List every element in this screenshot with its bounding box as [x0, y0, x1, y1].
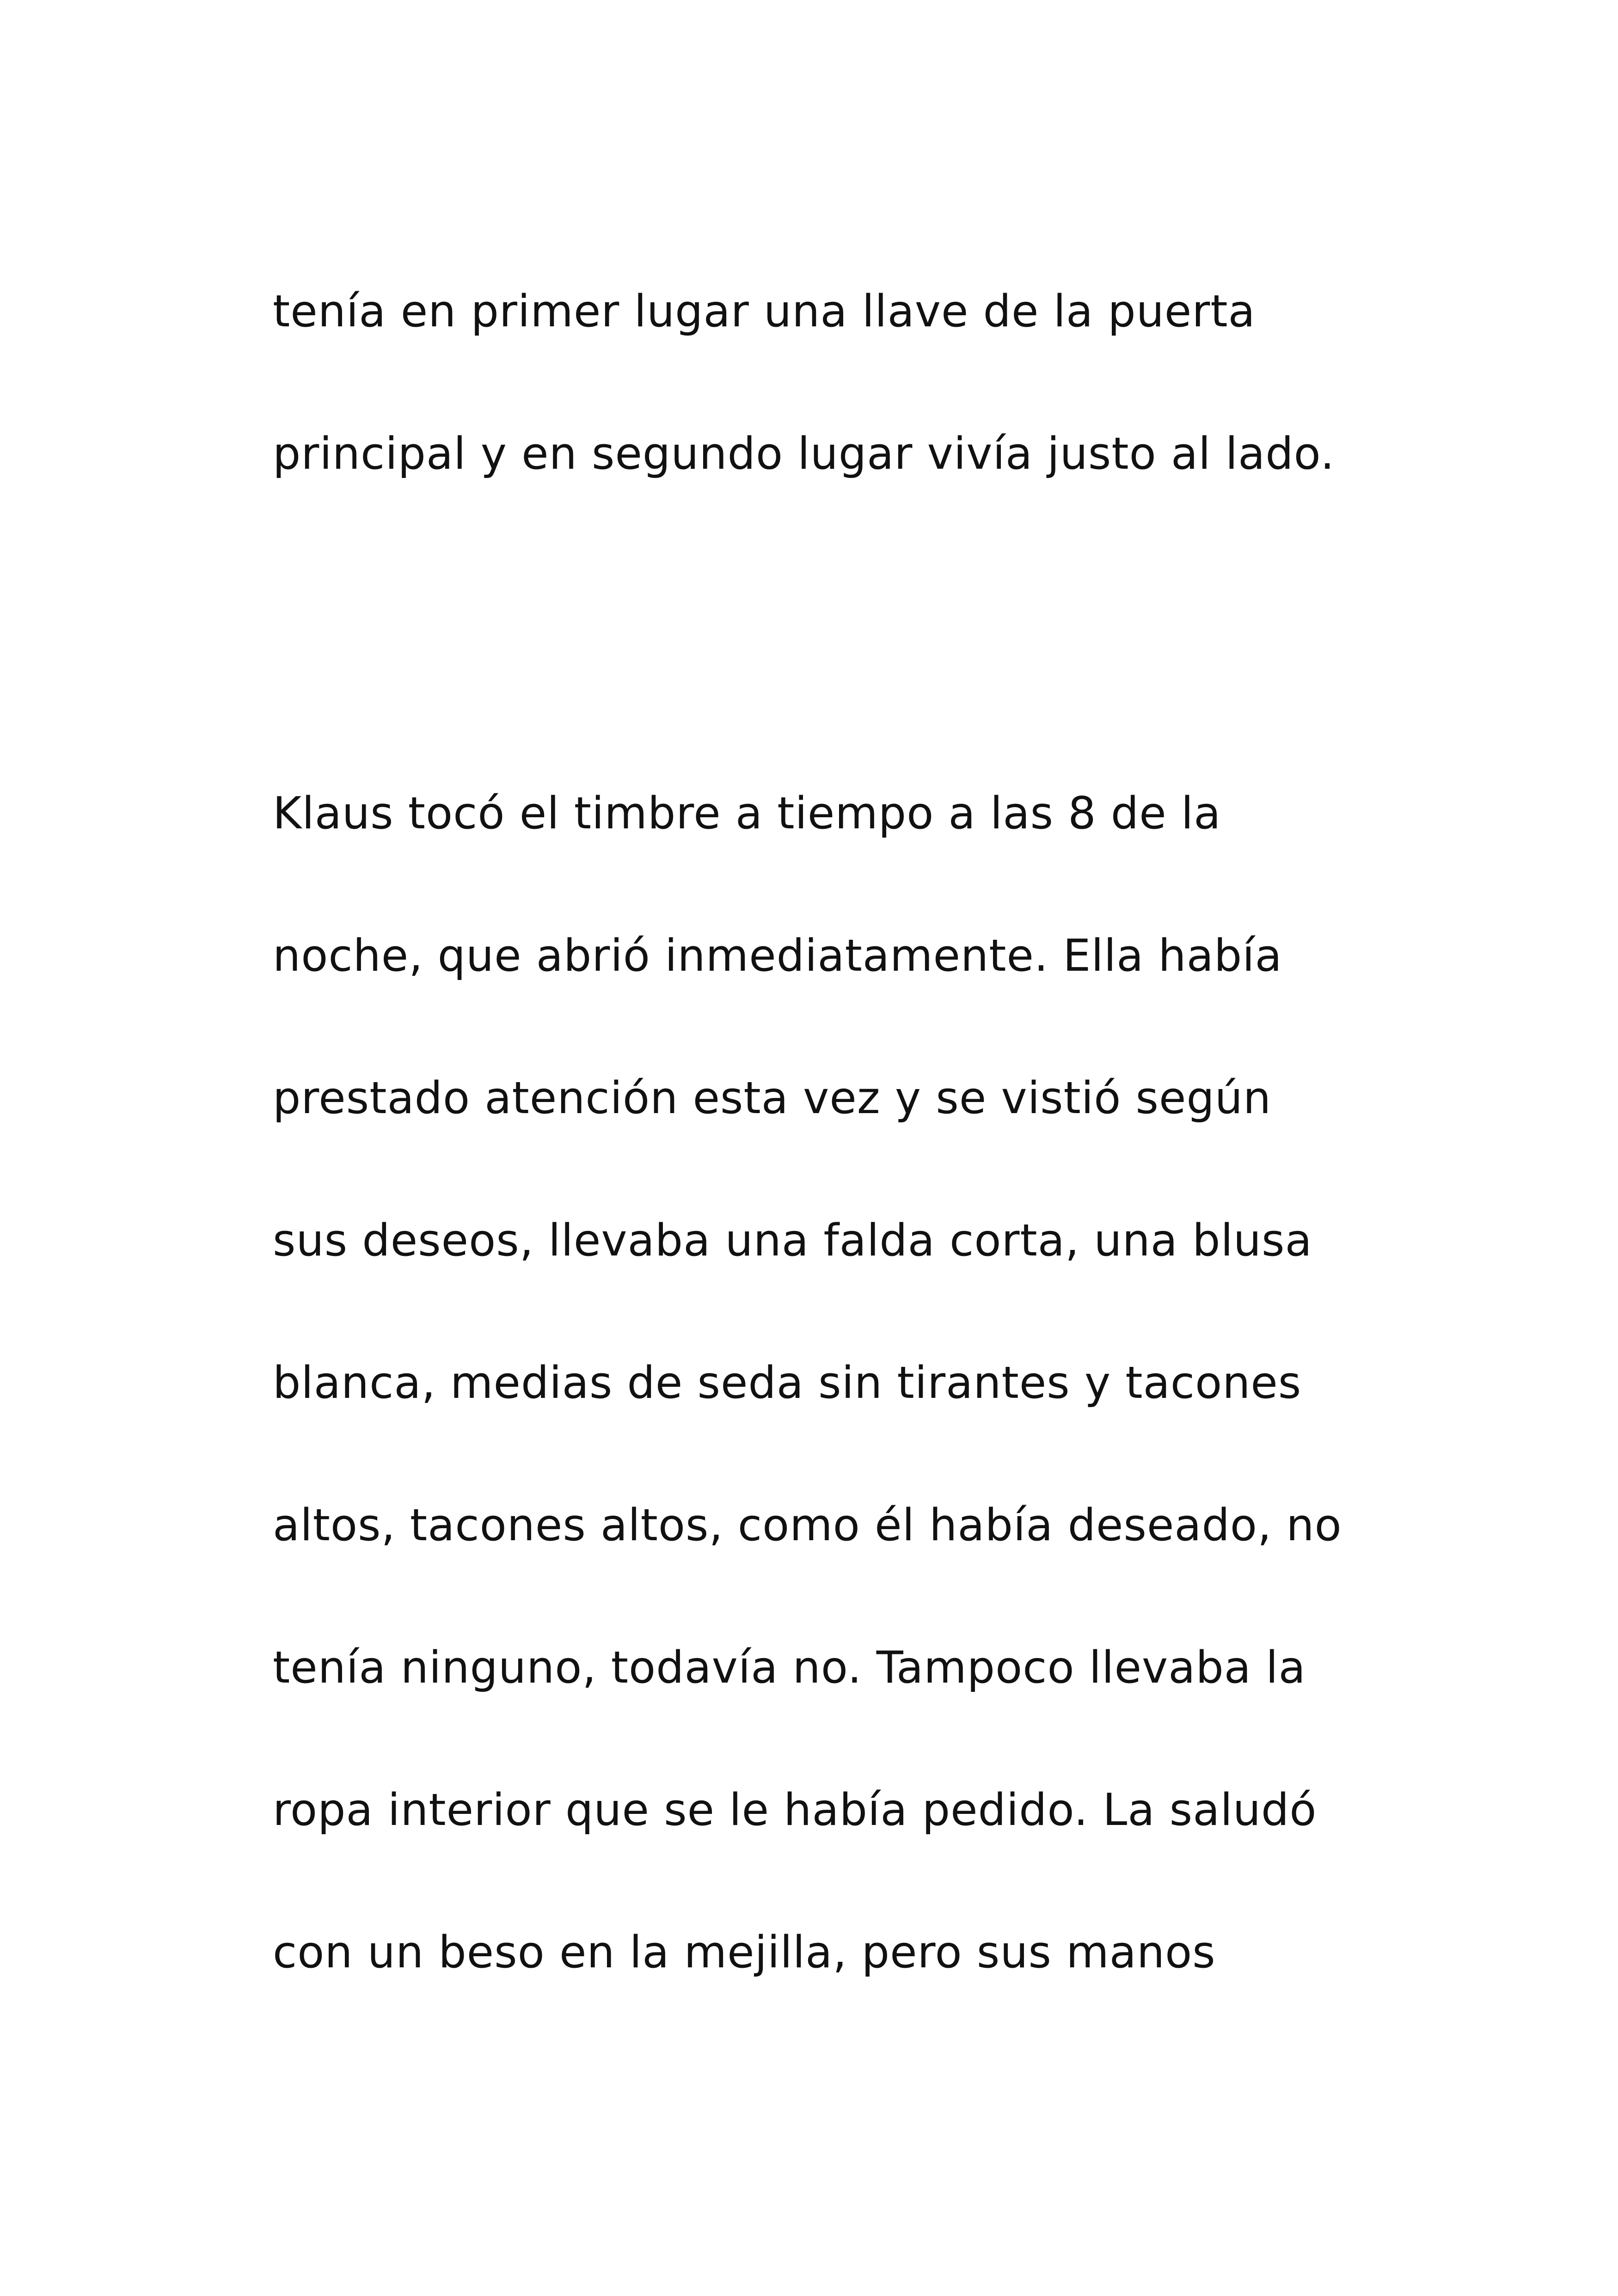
paragraph: [273, 240, 1428, 525]
text-line: sus deseos, llevaba una falda corta, una blusa: [273, 1215, 1312, 1266]
text-line: tenía ninguno, todavía no. Tampoco llevaba la: [273, 1642, 1306, 1693]
text-line: blanca, medias de seda sin tirantes y tacones: [273, 1358, 1302, 1408]
text-line: altos, tacones altos, como él había deseado, no: [273, 1500, 1342, 1551]
text-line: tenía en primer lugar una llave de la puerta: [273, 286, 1256, 337]
text-line: ropa interior que se le había pedido. La saludó: [273, 1785, 1317, 1836]
text-line: con un beso en la mejilla, pero sus manos: [273, 1927, 1216, 1978]
text-line: prestado atención esta vez y se vistió según: [273, 1073, 1272, 1124]
text-line: Klaus tocó el timbre a tiempo a las 8 de la: [273, 788, 1221, 839]
text-line: principal y en segundo lugar vivía justo al lado.: [273, 429, 1335, 479]
paragraph: [273, 742, 1428, 2024]
text-line: noche, que abrió inmediatamente. Ella había: [273, 931, 1282, 981]
